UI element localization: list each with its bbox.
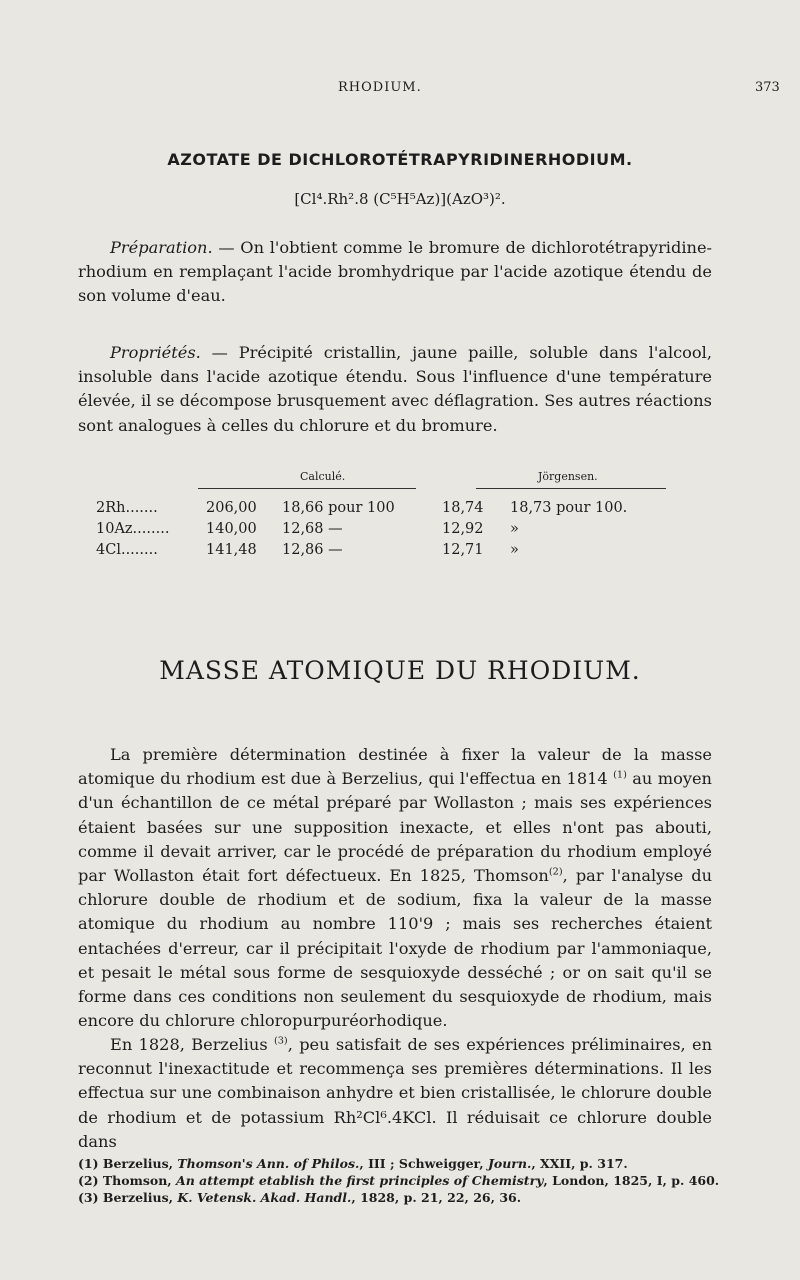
table-cell: 18,74: [442, 499, 484, 516]
table-cell: »: [510, 520, 519, 537]
table-row: [96, 518, 627, 539]
table-cell: 10Az........: [96, 520, 170, 537]
main-title: MASSE ATOMIQUE DU RHODIUM.: [159, 656, 641, 685]
page-number: 373: [755, 80, 780, 95]
footnote-3: (3) Berzelius, K. Vetensk. Akad. Handl., 1828, p. 21, 22, 26, 36.: [78, 1190, 522, 1205]
table-row: [96, 497, 627, 518]
preparation-label: Préparation.: [110, 238, 213, 257]
table-cell: 12,71: [442, 541, 484, 558]
footnote-ref-1: (1): [613, 769, 627, 781]
preparation-text: — On l'obtient comme le bromure de dichlorotétrapyridine-rhodium en remplaçant l'acide bromhydrique par l'acide azotique étendu de son volume d'eau.: [78, 238, 712, 306]
footnote-1: (1) Berzelius, Thomson's Ann. of Philos., III ; Schweigger, Journ., XXII, p. 317.: [78, 1156, 628, 1171]
table-cell: 18,66 pour 100: [282, 499, 395, 516]
table-cell: 2Rh.......: [96, 499, 158, 516]
table-row: [96, 539, 627, 560]
footnote-2: (2) Thomson, An attempt etablish the first principles of Chemistry, London, 1825, I, p. 460.: [78, 1173, 720, 1188]
berzelius-1828-paragraph: En 1828, Berzelius $^{(3)}$, peu satisfait de ses expériences préliminaires, en reconnut l'inexactitude et recommença ses premières déterminations. Il les effectua sur une combinaison anhydre et bien cristallisée, le chlorure double de rhodium et de potassium Rh²Cl⁶.4KCl. Il réduisait ce chlorure double dans: [78, 1035, 712, 1151]
properties-text: — Précipité cristallin, jaune paille, soluble dans l'alcool, insoluble dans l'acide azotique étendu. Sous l'influence d'une température élevée, il se décompose brusquement avec déflagration. Ses autres réactions sont analogues à celles du chlorure et du bromure.: [78, 343, 712, 435]
table-cell: 4Cl........: [96, 541, 158, 558]
footnote-ref-2: (2): [548, 866, 563, 878]
column-header-calculated: Calculé.: [300, 470, 346, 483]
running-header: [0, 80, 800, 100]
preparation-paragraph: [78, 236, 712, 309]
table-cell: 12,86 —: [282, 541, 343, 558]
column-header-jorgensen: Jörgensen.: [538, 470, 598, 483]
composition-table: [96, 497, 627, 560]
berzelius-thomson-paragraph: La première détermination destinée à fixer la valeur de la masse atomique du rhodium est due à Berzelius, qui l'effectua en 1814 $^{(1)}$ au moyen d'un échantillon de ce métal préparé par Wollaston ; mais ses expériences étaient basées sur une supposition inexacte, et elles n'ont pas abouti, comme il devait arriver, car le procédé de préparation du rhodium employé par Wollaston était fort défectueux. En 1825, Thomson$^{(2)}$, par l'analyse du chlorure double de rhodium et de sodium, fixa la valeur de la masse atomique du rhodium au nombre 110'9 ; mais ses recherches étaient entachées d'erreur, car il précipitait l'oxyde de rhodium par l'ammoniaque, et pesait le métal sous forme de sesquioxyde desséché ; or on sait qu'il se forme dans ces conditions non seulement du sesquioxyde de rhodium, mais encore du chlorure chloropurpuréorhodique.: [78, 745, 713, 1031]
footnote-ref-3: (3): [273, 1035, 288, 1047]
table-cell: 140,00: [206, 520, 257, 537]
section-title: AZOTATE DE DICHLOROTÉTRAPYRIDINERHODIUM.: [167, 150, 633, 169]
table-cell: 12,68 —: [282, 520, 343, 537]
table-cell: 206,00: [206, 499, 257, 516]
footnotes: [78, 1155, 718, 1206]
chemical-formula: [Cl⁴.Rh².8 (C⁵H⁵Az)](AzO³)².: [294, 190, 506, 208]
properties-paragraph: [78, 341, 712, 438]
column-rule-calculated: [198, 488, 416, 489]
table-cell: 141,48: [206, 541, 257, 558]
table-cell: »: [510, 541, 519, 558]
properties-label: Propriétés.: [110, 343, 201, 362]
column-rule-jorgensen: [476, 488, 666, 489]
running-title: RHODIUM.: [338, 80, 422, 95]
table-cell: 18,73 pour 100.: [510, 499, 628, 516]
table-cell: 12,92: [442, 520, 484, 537]
